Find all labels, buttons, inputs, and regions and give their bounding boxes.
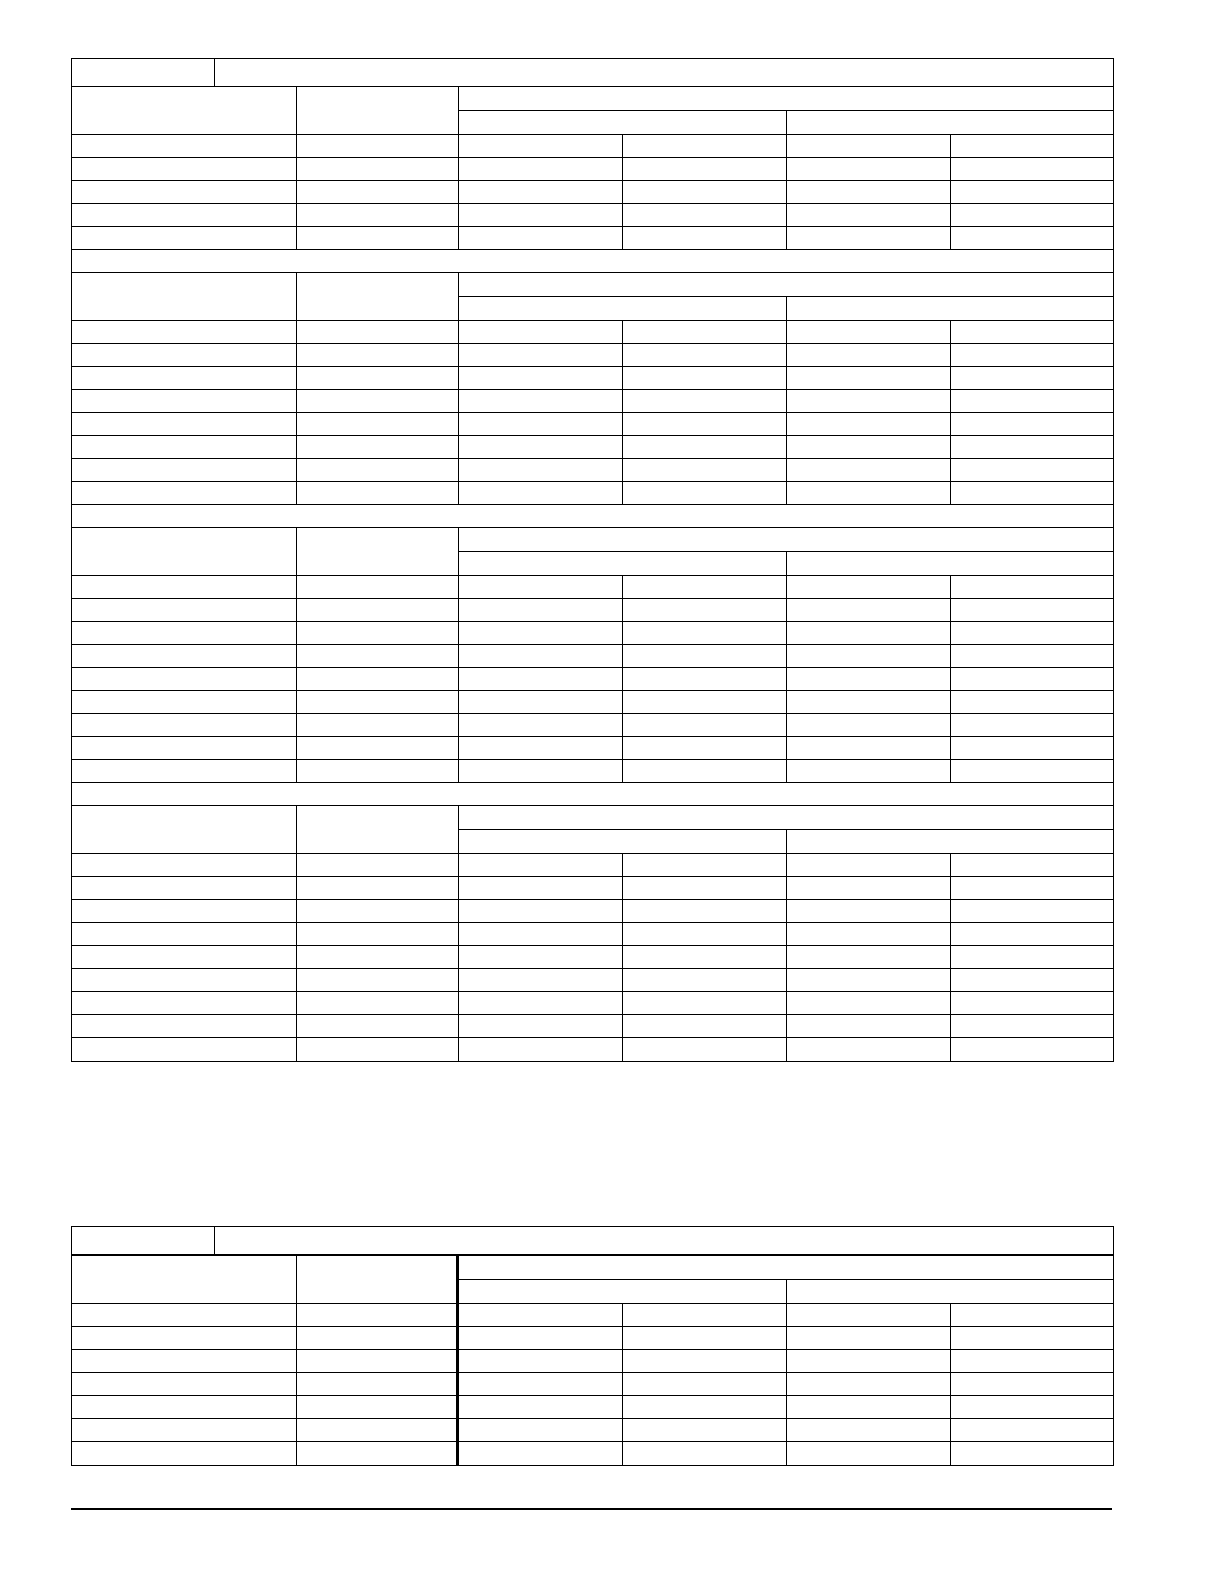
header-group bbox=[459, 87, 1113, 134]
header-col-1 bbox=[72, 87, 297, 134]
table-row bbox=[72, 900, 1113, 923]
table-row bbox=[72, 760, 1113, 783]
table-title-cell bbox=[215, 1227, 1113, 1254]
table-row bbox=[72, 482, 1113, 505]
table-id-cell bbox=[72, 59, 215, 86]
section-header bbox=[72, 87, 1113, 135]
table-row bbox=[72, 436, 1113, 459]
section-divider-row bbox=[72, 783, 1113, 806]
section-header bbox=[72, 273, 1113, 321]
table-row bbox=[72, 321, 1113, 344]
table-row bbox=[72, 1373, 1113, 1396]
table-row bbox=[72, 1396, 1113, 1419]
data-table-1 bbox=[71, 58, 1114, 1062]
table-row bbox=[72, 1038, 1113, 1061]
table-row bbox=[72, 691, 1113, 714]
table-row bbox=[72, 946, 1113, 969]
table-row bbox=[72, 714, 1113, 737]
section-divider-row bbox=[72, 505, 1113, 528]
table-row bbox=[72, 992, 1113, 1015]
table-row bbox=[72, 135, 1113, 158]
table-row bbox=[72, 1442, 1113, 1465]
table-row bbox=[72, 854, 1113, 877]
table-row bbox=[72, 459, 1113, 482]
table-row bbox=[72, 737, 1113, 760]
table-row bbox=[72, 1304, 1113, 1327]
table-title-row bbox=[72, 59, 1113, 87]
section-header bbox=[72, 1256, 1113, 1304]
table-row bbox=[72, 181, 1113, 204]
subgroup-b bbox=[787, 111, 1114, 134]
table-title-row bbox=[72, 1227, 1113, 1256]
section-header bbox=[72, 528, 1113, 576]
table-row bbox=[72, 622, 1113, 645]
table-row bbox=[72, 204, 1113, 227]
table-row bbox=[72, 969, 1113, 992]
table-row bbox=[72, 1419, 1113, 1442]
table-row bbox=[72, 668, 1113, 691]
table-row bbox=[72, 344, 1113, 367]
footer-rule bbox=[71, 1508, 1112, 1510]
table-title-cell bbox=[215, 59, 1113, 86]
table-row bbox=[72, 923, 1113, 946]
table-row bbox=[72, 576, 1113, 599]
table-row bbox=[72, 1327, 1113, 1350]
table-row bbox=[72, 367, 1113, 390]
table-row bbox=[72, 413, 1113, 436]
table-row bbox=[72, 599, 1113, 622]
data-table-2 bbox=[71, 1226, 1114, 1466]
table-row bbox=[72, 390, 1113, 413]
table-row bbox=[72, 227, 1113, 250]
section-divider-row bbox=[72, 250, 1113, 273]
header-col-2 bbox=[297, 87, 459, 134]
table-row bbox=[72, 1015, 1113, 1038]
group-title bbox=[459, 87, 1113, 111]
table-row bbox=[72, 1350, 1113, 1373]
table-row bbox=[72, 877, 1113, 900]
table-row bbox=[72, 645, 1113, 668]
section-header bbox=[72, 806, 1113, 854]
table-id-cell bbox=[72, 1227, 215, 1254]
subgroup-a bbox=[459, 111, 787, 134]
table-row bbox=[72, 158, 1113, 181]
